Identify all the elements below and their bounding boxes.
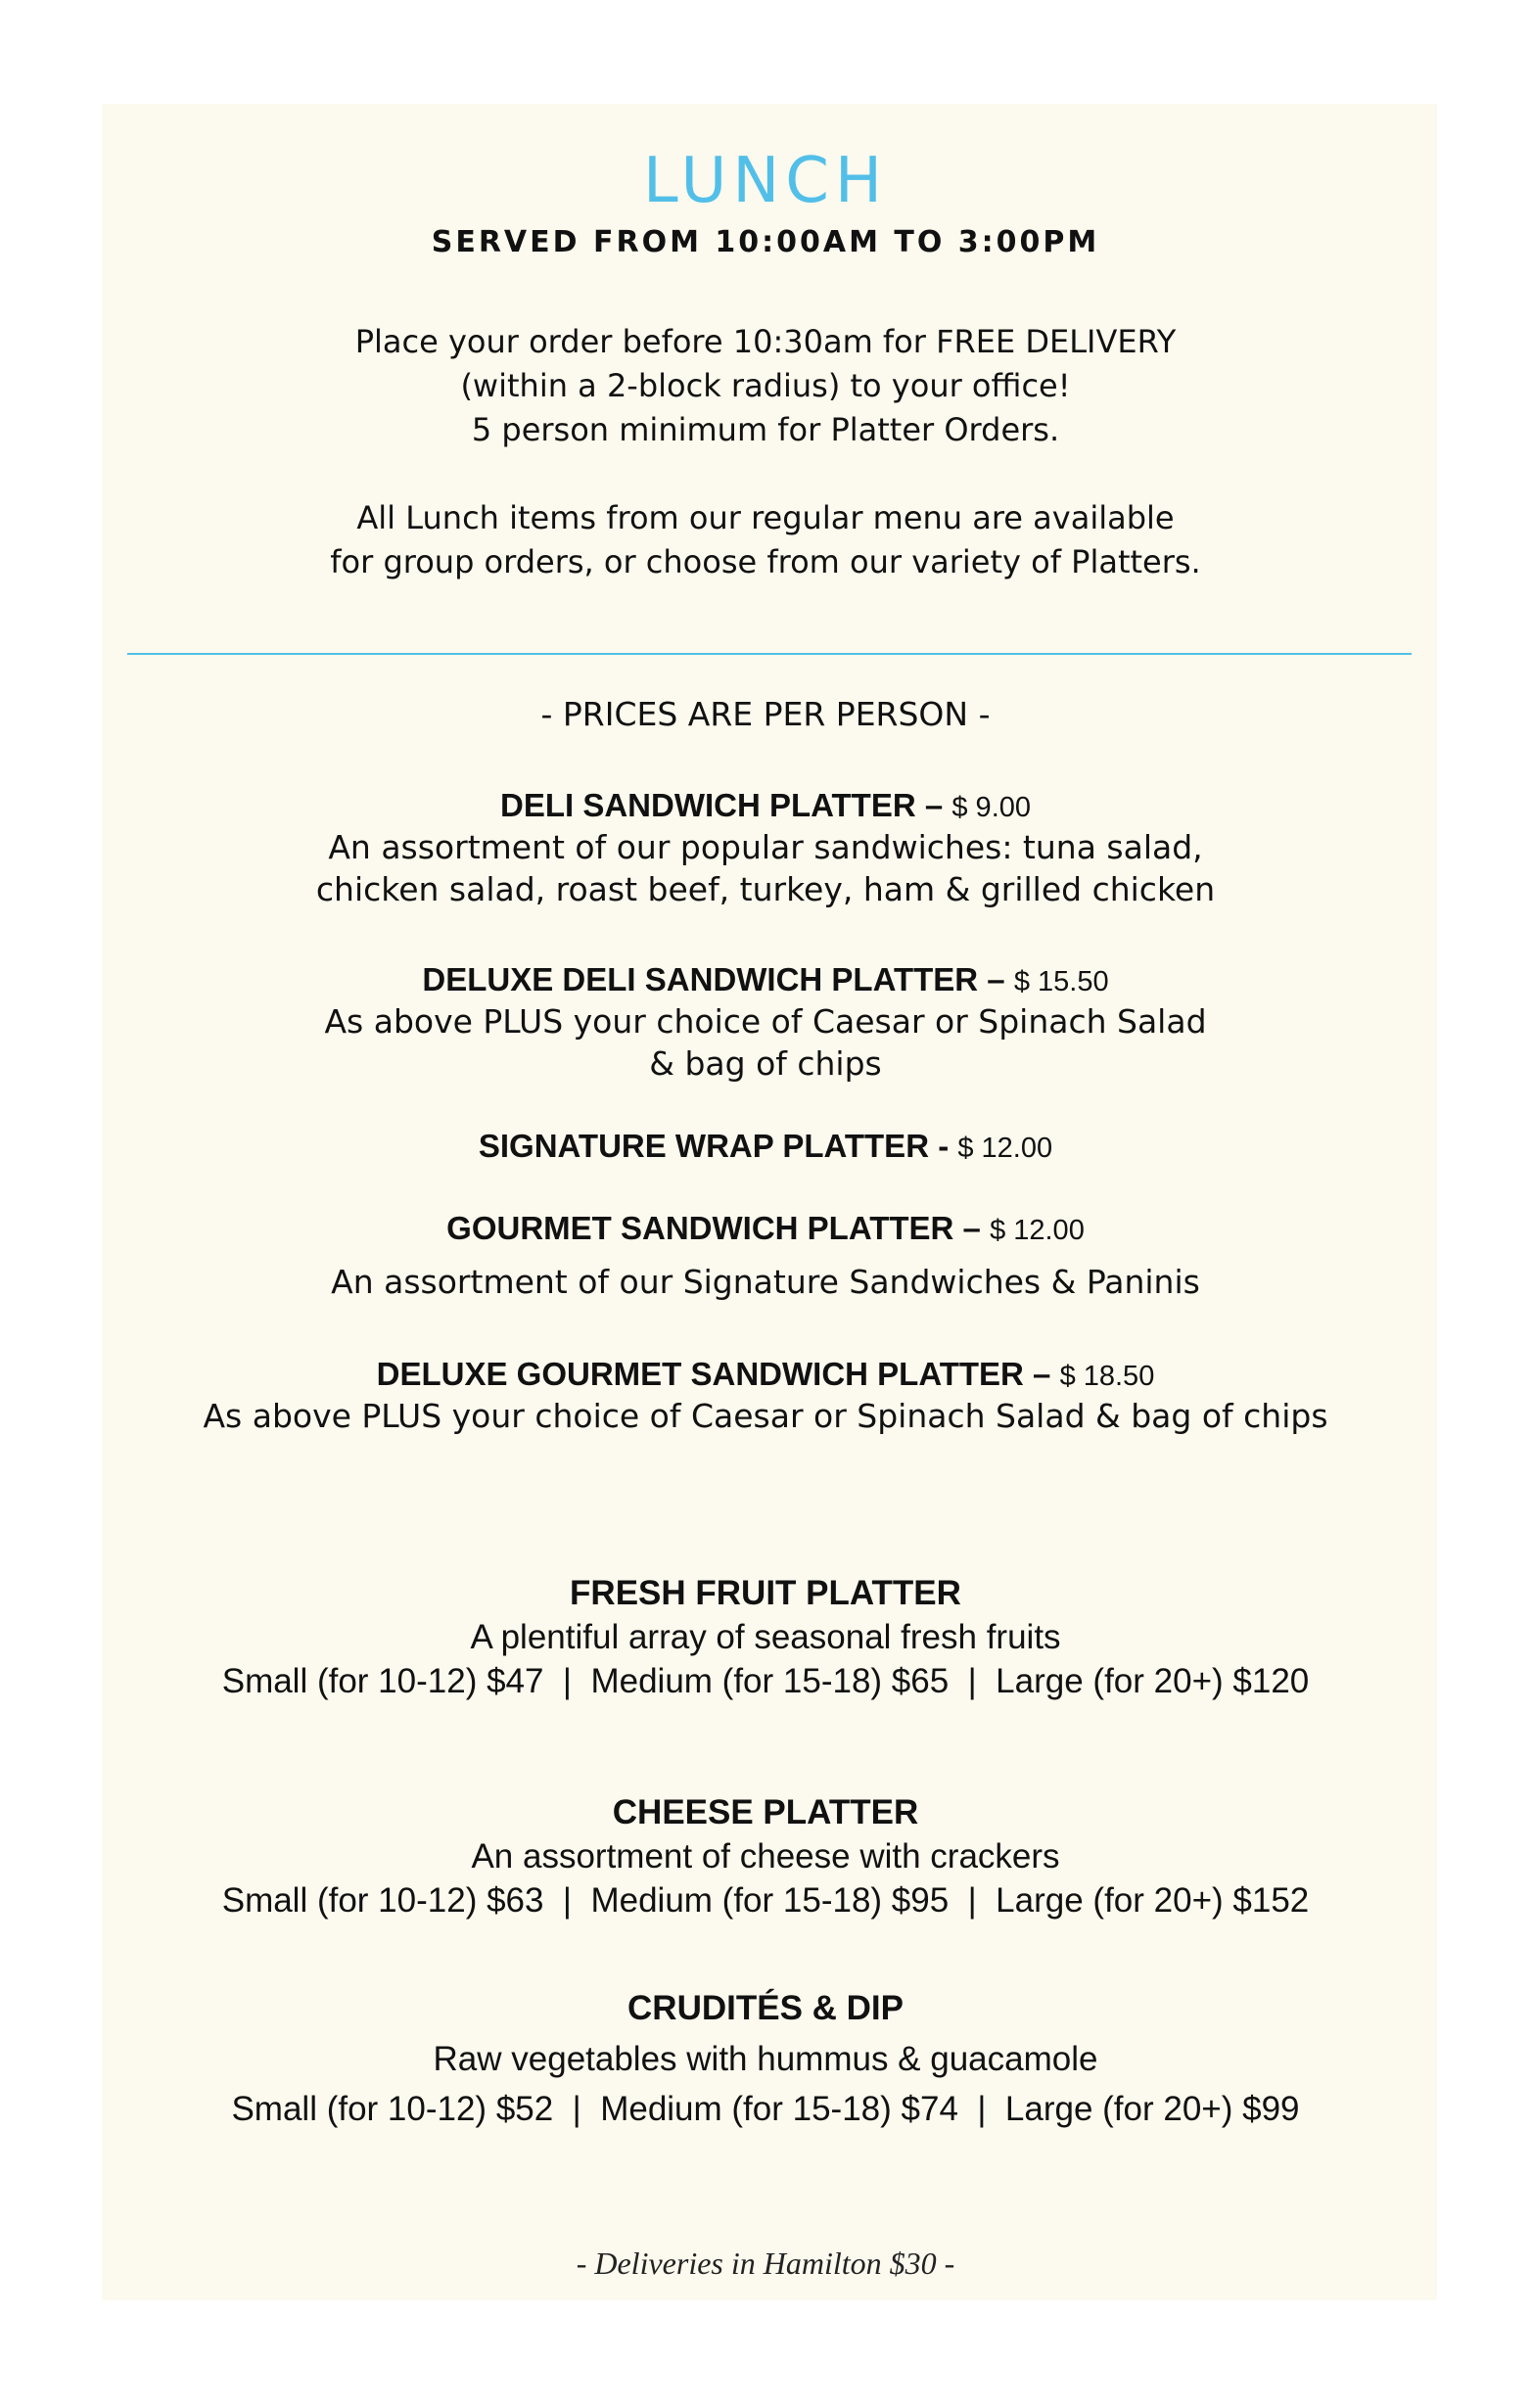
sized-platter-prices: Small (for 10-12) $52 | Medium (for 15-18) $74 | Large (for 20+) $99 [231, 2090, 1300, 2128]
sized-platter-description: An assortment of cheese with crackers [471, 1837, 1060, 1875]
section-divider [127, 653, 1412, 655]
platter-description: chicken salad, roast beef, turkey, ham & grilled chicken [315, 870, 1216, 908]
platter-description: As above PLUS your choice of Caesar or Spinach Salad [324, 1002, 1207, 1041]
sized-platter-prices: Small (for 10-12) $63 | Medium (for 15-18) $95 | Large (for 20+) $152 [221, 1881, 1310, 1920]
sized-platter-description: Raw vegetables with hummus & guacamole [433, 2040, 1098, 2078]
platter-name: SIGNATURE WRAP PLATTER - [478, 1128, 958, 1164]
intro-line: for group orders, or choose from our variety of Platters. [330, 543, 1201, 580]
sized-platter-name: CRUDITÉS & DIP [627, 1989, 904, 2027]
menu-subtitle: SERVED FROM 10:00AM TO 3:00PM [431, 225, 1100, 259]
sized-platter-description: A plentiful array of seasonal fresh fruits [470, 1618, 1061, 1656]
sized-platter-prices: Small (for 10-12) $47 | Medium (for 15-18) $65 | Large (for 20+) $120 [221, 1662, 1310, 1700]
platter-name: DELUXE GOURMET SANDWICH PLATTER – [376, 1356, 1060, 1392]
pricing-note: - PRICES ARE PER PERSON - [540, 695, 991, 733]
sized-platter-name: CHEESE PLATTER [612, 1793, 919, 1831]
sized-platter-name: FRESH FRUIT PLATTER [570, 1574, 961, 1612]
platter-heading [0, 787, 1531, 824]
intro-line: All Lunch items from our regular menu are available [356, 499, 1175, 536]
platter-heading [0, 1356, 1531, 1393]
platter-price: $ 15.50 [1013, 966, 1109, 997]
platter-description: & bag of chips [649, 1044, 882, 1083]
intro-line: Place your order before 10:30am for FREE DELIVERY [354, 323, 1177, 360]
platter-description: As above PLUS your choice of Caesar or Spinach Salad & bag of chips [203, 1397, 1328, 1435]
platter-price: $ 9.00 [951, 792, 1032, 823]
platter-description: An assortment of our Signature Sandwiches & Paninis [331, 1263, 1200, 1301]
platter-price: $ 12.00 [957, 1133, 1053, 1164]
platter-price: $ 12.00 [990, 1215, 1085, 1246]
platter-heading [0, 1210, 1531, 1247]
platter-name: DELUXE DELI SANDWICH PLATTER – [422, 961, 1014, 997]
delivery-note: - Deliveries in Hamilton $30 - [576, 2246, 955, 2281]
intro-line: (within a 2-block radius) to your office! [460, 367, 1071, 404]
menu-title: LUNCH [643, 145, 888, 217]
platter-description: An assortment of our popular sandwiches: tuna salad, [328, 828, 1203, 866]
platter-name: DELI SANDWICH PLATTER – [499, 787, 952, 823]
platter-heading [0, 961, 1531, 998]
platter-heading [0, 1128, 1531, 1165]
platter-price: $ 18.50 [1059, 1361, 1155, 1392]
platter-name: GOURMET SANDWICH PLATTER – [446, 1210, 991, 1246]
intro-line: 5 person minimum for Platter Orders. [471, 411, 1060, 448]
